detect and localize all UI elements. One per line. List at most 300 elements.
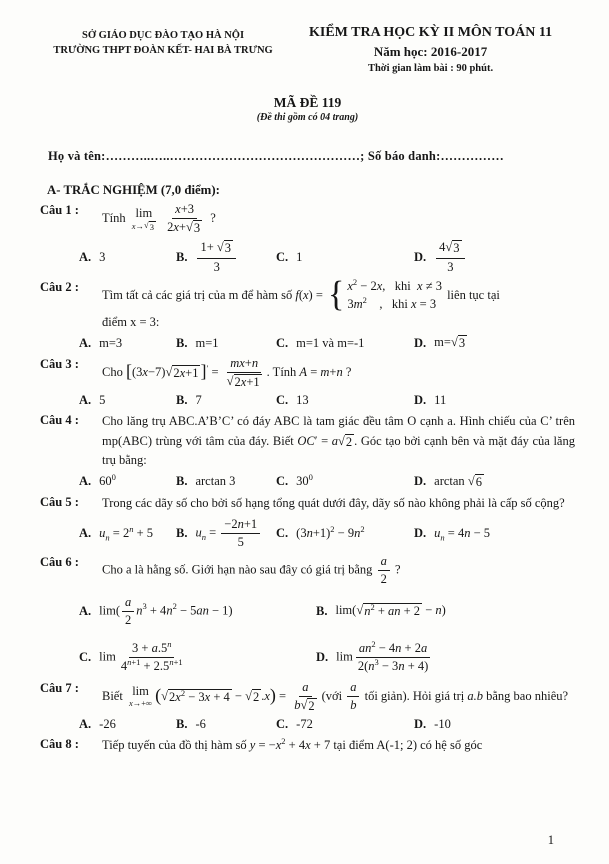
math-text: 7 (195, 393, 202, 408)
math-text: +1) (312, 525, 331, 540)
math-text: − 3 (378, 658, 399, 673)
math-var: an (358, 640, 372, 655)
math-var: x (142, 364, 148, 379)
radicand (149, 221, 156, 233)
math-text: − 5 (176, 602, 197, 617)
math-var: u (434, 525, 441, 540)
answer-option (316, 603, 575, 620)
math-var: n (464, 525, 471, 540)
math-text: Tìm tất cả các giá trị của m để hàm số (102, 287, 296, 302)
math-text: tối giản). Hỏi giá trị (361, 688, 468, 703)
math-var: a (125, 594, 132, 609)
math-text: , khi (366, 297, 411, 312)
math-text: (3 (132, 364, 143, 379)
candidate-number-dotted-line: …………… (440, 149, 504, 164)
question (40, 275, 575, 352)
math-text: Biết (102, 688, 126, 703)
fraction (122, 595, 134, 628)
option-value (434, 474, 484, 491)
math-var: n (166, 602, 173, 617)
math-text: ) = (308, 287, 327, 302)
fraction (164, 202, 205, 237)
math-text: lim( (335, 602, 357, 617)
department-name: SỞ GIÁO DỤC ĐÀO TẠO HÀ NỘI (82, 30, 245, 41)
square-root (161, 689, 232, 706)
answer-option (79, 393, 176, 408)
math-text: lim( (99, 602, 120, 617)
math-text: − 9 (334, 525, 355, 540)
option-value (434, 240, 466, 275)
limit (129, 685, 152, 708)
math-var: a.b (467, 688, 483, 703)
fraction (436, 240, 464, 275)
math-var: n (354, 525, 361, 540)
answer-option (176, 517, 276, 550)
math-text: + (178, 220, 186, 235)
math-var: mx (230, 355, 245, 370)
answer-option (79, 336, 176, 351)
math-text: 1 (296, 249, 303, 264)
answer-option (414, 240, 575, 275)
option-key: A. (79, 249, 92, 264)
page-header (40, 24, 575, 75)
math-var: a (380, 553, 387, 568)
question (40, 412, 575, 490)
math-text: Tính (102, 211, 129, 226)
question-label: Câu 7 : (40, 680, 79, 695)
math-var: x (179, 365, 186, 380)
math-text: 3 (347, 297, 354, 312)
denominator (235, 534, 247, 550)
numerator (221, 517, 260, 534)
option-key: C. (276, 249, 289, 264)
math-text: + 4 (146, 602, 167, 617)
math-text: 2 (173, 365, 180, 380)
answer-option (176, 240, 276, 275)
math-text: Trong các dãy số cho bởi số hạng tổng quát dưới đây, dãy số nào không phải là cấp số cộng? (102, 496, 565, 511)
radical-sign: √ (467, 473, 475, 488)
option-key: B. (176, 525, 188, 540)
math-text: lim (99, 648, 116, 663)
radicand (224, 240, 233, 257)
question-body (102, 412, 575, 470)
option-value (99, 336, 122, 351)
math-text: Tiếp tuyến của đồ thị hàm số (102, 738, 250, 753)
math-var: n (306, 525, 313, 540)
math-var: a (331, 433, 338, 448)
question-list (40, 202, 575, 755)
math-text: = (275, 688, 290, 703)
option-value (99, 250, 105, 265)
math-text: 0 (111, 472, 116, 483)
math-text: 3 (142, 600, 147, 611)
option-value (296, 474, 313, 489)
option-value (99, 523, 154, 542)
math-text: 2 (370, 601, 375, 612)
option-value (296, 336, 364, 351)
math-text: 2 (308, 698, 315, 713)
answer-option (176, 393, 276, 408)
question-options (40, 335, 575, 352)
superscript (127, 656, 140, 666)
numerator (122, 595, 134, 612)
math-text: + 5 (133, 525, 154, 540)
math-var: n (201, 531, 206, 542)
limit (132, 207, 156, 233)
math-text: ? (342, 364, 352, 379)
math-text: = (307, 364, 321, 379)
answer-option (176, 336, 276, 351)
answer-option (414, 526, 575, 541)
denominator (211, 259, 223, 275)
math-text: + 7 tại điểm A(-1; 2) có hệ số góc (310, 738, 483, 753)
question-options (40, 240, 575, 275)
math-text: 0 (308, 472, 313, 483)
math-text: , khi (382, 278, 418, 293)
numerator (356, 638, 430, 658)
math-text: = − (255, 738, 276, 753)
math-text: + (374, 603, 388, 618)
question-label: Câu 8 : (40, 737, 79, 752)
option-value (99, 595, 232, 628)
limit-subscript (132, 221, 156, 233)
math-var: n (167, 638, 172, 649)
math-text: 4 (439, 240, 446, 255)
math-text: .5 (157, 640, 168, 655)
option-key: C. (276, 474, 289, 489)
brace-icon: { (328, 275, 345, 315)
question (40, 202, 575, 274)
question-label: Câu 5 : (40, 495, 79, 510)
answer-option (276, 336, 414, 351)
option-key: C. (276, 717, 289, 732)
option-key: A. (79, 525, 92, 540)
math-var: x (173, 220, 179, 235)
option-key: A. (79, 393, 92, 408)
big-bracket: ] (200, 360, 207, 381)
math-text: m= (434, 335, 451, 350)
fraction (118, 638, 186, 674)
math-var: an (388, 603, 401, 618)
question-body (102, 494, 575, 513)
case-row (347, 294, 442, 313)
radicand (234, 374, 262, 391)
math-text: 3 + (132, 640, 152, 655)
radicand (363, 603, 422, 620)
math-text: 2 (330, 523, 335, 534)
math-text (159, 211, 162, 225)
question-row (40, 736, 575, 755)
option-key: B. (176, 335, 188, 350)
fraction (355, 638, 431, 674)
big-bracket: ) (269, 684, 276, 705)
radicand (193, 220, 202, 237)
option-key: B. (176, 474, 188, 489)
math-var: x (347, 278, 353, 293)
option-key: D. (414, 249, 427, 264)
option-key: A. (79, 717, 92, 732)
option-value (195, 393, 201, 408)
fraction (224, 356, 265, 391)
option-key: B. (316, 603, 328, 618)
math-text: -26 (99, 717, 116, 732)
math-var: n (169, 656, 174, 667)
math-text: +1 (173, 656, 183, 667)
math-var: n (435, 602, 442, 617)
math-text: 6 (475, 474, 482, 489)
answer-option (316, 638, 575, 674)
math-text: 2 (169, 689, 176, 704)
math-text: + (329, 364, 337, 379)
square-root (468, 474, 484, 491)
page-number: 1 (547, 833, 554, 847)
numerator (172, 202, 197, 219)
big-bracket: [ (125, 360, 132, 381)
question-label: Câu 6 : (40, 554, 79, 569)
math-text: arctan 3 (195, 474, 236, 489)
name-label: Họ và tên: (48, 149, 106, 164)
superscript (309, 472, 313, 482)
math-text: 3 (193, 221, 201, 236)
time-limit: Thời gian làm bài : 90 phút. (367, 62, 494, 74)
math-text: + 4 (285, 738, 306, 753)
exam-title: KIỂM TRA HỌC KỲ II MÔN TOÁN 11 (308, 25, 553, 40)
math-var: n (136, 602, 143, 617)
math-var: x (175, 202, 181, 217)
math-text: điểm x = 3: (102, 314, 160, 329)
question (40, 554, 575, 674)
question (40, 356, 575, 409)
math-var: a (302, 679, 309, 694)
option-value (99, 474, 116, 489)
radicand (452, 240, 461, 257)
math-text: = 4 (444, 525, 465, 540)
math-text: − (231, 688, 246, 703)
math-text: -10 (434, 717, 451, 732)
answer-option (79, 250, 176, 265)
question (40, 680, 575, 733)
option-value (195, 336, 218, 351)
math-text: + (244, 355, 252, 370)
question (40, 494, 575, 549)
option-value (296, 523, 365, 541)
option-value (99, 393, 105, 408)
radical-sign: √ (185, 220, 193, 235)
math-var: x (175, 689, 181, 704)
option-value (296, 717, 313, 732)
math-text: Cho (102, 364, 126, 379)
math-text: ′ = (314, 433, 332, 448)
denominator (347, 697, 359, 713)
answer-option (414, 335, 575, 352)
limit-word: lim (135, 205, 153, 220)
denominator (291, 697, 319, 715)
math-var: x (275, 738, 282, 753)
option-key: D. (414, 717, 427, 732)
school-name: TRƯỜNG THPT ĐOÀN KẾT- HAI BÀ TRƯNG (53, 44, 273, 56)
fraction (291, 680, 319, 715)
math-var: u (99, 525, 106, 540)
option-value (195, 717, 205, 732)
radical-sign: √ (216, 239, 224, 254)
question-options (40, 474, 575, 491)
square-root (217, 240, 233, 257)
name-dotted-line: ………..…..……………………………………… (105, 149, 361, 164)
math-text: + 2 (400, 603, 421, 618)
answer-option (176, 474, 276, 489)
radical-sign: √ (165, 364, 173, 379)
denominator (355, 658, 431, 674)
math-text: − 5 (470, 525, 491, 540)
math-text: 2 (352, 276, 358, 287)
radical-sign: √ (161, 688, 169, 703)
school-year: Năm học: 2016-2017 (373, 43, 488, 59)
math-text: 2 (125, 612, 132, 627)
math-var: x (240, 374, 247, 389)
option-value (336, 638, 433, 674)
math-var: a (350, 680, 357, 695)
math-text: 2 (281, 735, 286, 746)
option-key: D. (414, 474, 427, 489)
radicand (172, 365, 200, 382)
student-info-line (40, 149, 575, 164)
option-key: C. (276, 525, 289, 540)
square-root (245, 689, 261, 706)
math-text: (3 (296, 525, 307, 540)
math-text: = 3 (416, 297, 437, 312)
option-key: D. (414, 525, 427, 540)
math-var: n (129, 523, 134, 534)
numerator (436, 240, 464, 259)
answer-option (276, 250, 414, 265)
math-text: ( (298, 287, 303, 302)
fraction (347, 680, 359, 713)
math-var: x (128, 698, 133, 709)
question-options (40, 595, 575, 674)
math-var: x (376, 278, 383, 293)
option-value (434, 717, 451, 732)
superscript (112, 472, 116, 482)
exam-code: MÃ ĐỀ 119 (273, 94, 342, 110)
math-text: − 3 (185, 689, 205, 704)
math-text: = (208, 364, 222, 379)
question-label: Câu 3 : (40, 356, 79, 371)
math-var: n (398, 658, 405, 673)
answer-option (176, 717, 276, 732)
math-text: ? (207, 211, 216, 226)
math-text: ? (391, 561, 401, 576)
exam-code-block (40, 95, 575, 124)
option-key: A. (79, 474, 92, 489)
math-text: +1 (246, 374, 260, 389)
math-text: + 2 (401, 640, 421, 655)
question-options (40, 717, 575, 732)
question-row (40, 412, 575, 470)
radicand (475, 474, 484, 491)
math-var: x (302, 287, 309, 302)
numerator (227, 356, 261, 373)
option-value (434, 393, 446, 408)
radical-sign: √ (245, 688, 252, 703)
math-var: n (105, 532, 110, 542)
math-text: +1 (185, 365, 199, 380)
fraction (378, 554, 390, 587)
radical-sign: √ (300, 697, 308, 712)
answer-option (414, 393, 575, 408)
exam-title-block (286, 24, 575, 75)
denominator (444, 259, 456, 275)
denominator (224, 373, 265, 391)
math-text: 2 (172, 600, 177, 611)
numerator (197, 240, 236, 259)
question-label: Câu 1 : (40, 203, 79, 218)
math-var: m (353, 297, 363, 312)
math-var: n (395, 640, 402, 655)
math-text: 2 (167, 220, 174, 235)
numerator (347, 680, 359, 697)
section-a-heading: A- TRẮC NGHIỆM (7,0 điểm): (47, 183, 220, 198)
square-root (186, 220, 202, 237)
option-key: C. (79, 649, 92, 664)
limit-word: lim (132, 684, 149, 699)
math-var: y (249, 738, 256, 753)
math-text: . (261, 688, 265, 703)
math-var: a (151, 640, 158, 655)
math-text: arctan (434, 473, 468, 488)
math-text: 2 (252, 689, 260, 704)
math-text: 60 (99, 474, 112, 489)
answer-option (79, 638, 316, 674)
answer-option (79, 595, 316, 628)
answer-option (276, 717, 414, 732)
answer-option (79, 717, 176, 732)
option-key: B. (176, 249, 188, 264)
piecewise-cases (328, 275, 442, 315)
radicand (307, 698, 316, 715)
radical-sign: √ (144, 219, 149, 230)
denominator (118, 658, 186, 674)
math-text: bằng bao nhiêu? (483, 688, 569, 703)
math-text: → (135, 220, 145, 231)
question-options (40, 517, 575, 550)
math-text: ′ (206, 362, 209, 373)
math-text: →+∞ (132, 698, 153, 709)
math-text: -6 (195, 717, 206, 732)
answer-option (414, 717, 575, 732)
option-key: B. (176, 393, 188, 408)
superscript (169, 656, 182, 666)
math-text: lim (336, 648, 353, 663)
answer-option (79, 523, 176, 542)
math-text: m=1 và m=-1 (296, 335, 365, 350)
math-var: n (368, 658, 375, 673)
issuing-authority (40, 24, 286, 58)
question-row (40, 202, 575, 237)
option-value (434, 526, 490, 541)
option-value (99, 638, 187, 674)
math-text: − 4 (375, 640, 396, 655)
option-value (335, 603, 445, 620)
math-text: Cho a là hằng số. Giới hạn nào sau đây có giá trị bằng (102, 561, 376, 576)
math-text: = 2 (109, 525, 130, 540)
math-var: n (336, 364, 343, 379)
question-body (102, 680, 575, 715)
option-value (195, 474, 235, 489)
math-text: −7) (147, 364, 166, 379)
math-text: m=3 (99, 335, 123, 350)
limit-subscript (129, 699, 152, 708)
math-text: 5 (99, 393, 106, 408)
